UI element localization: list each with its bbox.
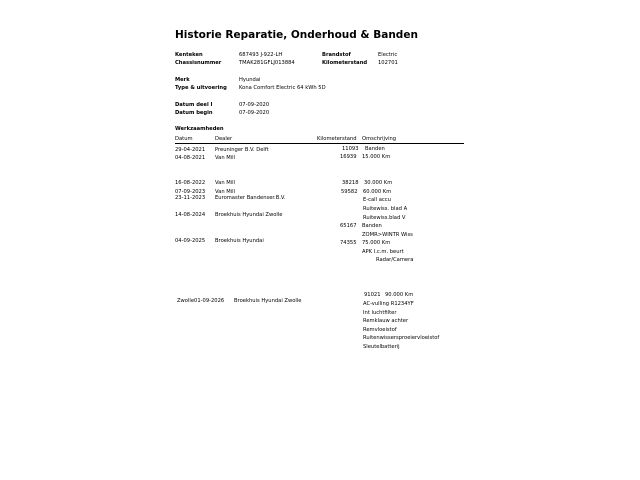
chassis-value: TMAK281GFLJ013884: [239, 60, 295, 66]
datum-deel1-value: 07-09-2020: [239, 102, 270, 108]
chassis-label: Chassisnummer: [175, 60, 222, 66]
row-date: 23-11-2023: [175, 195, 206, 201]
row-dealer: Van Mill: [215, 155, 236, 161]
row-desc: Banden: [365, 146, 385, 152]
row-desc: 75.000 Km: [362, 240, 391, 246]
merk-value: Hyundai: [239, 77, 261, 83]
row-date: 29-04-2021: [175, 147, 206, 153]
row-desc: Remvloeistof: [363, 327, 397, 333]
row-km: 11093: [342, 146, 359, 152]
row-dealer: Preuninger B.V. Delft: [215, 147, 269, 153]
row-date: 16-08-2022: [175, 180, 206, 186]
row-km: 59582: [341, 189, 358, 195]
row-desc: Banden: [362, 223, 382, 229]
row-dealer: Van Mill: [215, 189, 236, 195]
row-date: 04-09-2025: [175, 238, 206, 244]
brandstof-value: Electric: [378, 52, 398, 58]
row-desc: AC-vulling R1234YF: [363, 301, 414, 307]
row-km: 38218: [342, 180, 359, 186]
row-date: 04-08-2021: [175, 155, 206, 161]
row-dealer: Broekhuis Hyundai: [215, 238, 264, 244]
row-desc: Ruitewiss.blad V: [363, 215, 406, 221]
col-header-omschrijving: Omschrijving: [362, 136, 397, 142]
werkzaamheden-heading: Werkzaamheden: [175, 126, 224, 132]
row-km: 74355: [340, 240, 357, 246]
row-dealer: Euromaster Bandenser.B.V.: [215, 195, 286, 201]
header-divider: [175, 143, 464, 144]
datum-begin-value: 07-09-2020: [239, 110, 270, 116]
kilometerstand-label: Kilometerstand: [322, 60, 368, 66]
row-desc: Remklauw achter: [363, 318, 409, 324]
kilometerstand-value: 102701: [378, 60, 398, 66]
type-value: Kona Comfort Electric 64 kWh 5D: [239, 85, 326, 91]
datum-begin-label: Datum begin: [175, 110, 213, 116]
kenteken-value: 687493 J-922-LH: [239, 52, 283, 58]
row-desc: E-call accu: [363, 197, 391, 203]
kenteken-label: Kenteken: [175, 52, 203, 58]
row-desc: Ruitenwissersproeiervloeistof: [363, 335, 440, 341]
row-desc: 15.000 Km: [362, 154, 391, 160]
row-desc: Ruitewiss. blad A: [363, 206, 408, 212]
brandstof-label: Brandstof: [322, 52, 351, 58]
col-header-kilometerstand: Kilometerstand: [317, 136, 357, 142]
row-desc: 60.000 Km: [363, 189, 392, 195]
row-desc: Int luchtfilter: [363, 310, 397, 316]
row-dealer: Van Mill: [215, 180, 236, 186]
col-header-datum: Datum: [175, 136, 193, 142]
row-date: 07-09-2023: [175, 189, 206, 195]
page-title: Historie Reparatie, Onderhoud & Banden: [175, 29, 418, 41]
row-km: 65167: [340, 223, 357, 229]
row-desc: Radar/Camera: [376, 257, 414, 263]
row-desc: 90.000 Km: [385, 292, 414, 298]
type-label: Type & uitvoering: [175, 85, 227, 91]
row-desc: 30.000 Km: [364, 180, 393, 186]
datum-deel1-label: Datum deel I: [175, 102, 213, 108]
row-desc: APK I.c.m. beurt: [362, 249, 404, 255]
row-dealer: Broekhuis Hyundai Zwolle: [215, 212, 283, 218]
row-date: 14-08-2024: [175, 212, 206, 218]
col-header-dealer: Dealer: [215, 136, 233, 142]
row-date: Zwolle01-09-2026: [177, 298, 225, 304]
row-km: 91021: [364, 292, 381, 298]
row-desc: Sleutelbatterij: [363, 344, 400, 350]
merk-label: Merk: [175, 77, 190, 83]
row-dealer: Broekhuis Hyundai Zwolle: [234, 298, 302, 304]
row-desc: ZOMR>WINTR Wiss: [362, 232, 413, 238]
row-km: 16939: [340, 154, 357, 160]
